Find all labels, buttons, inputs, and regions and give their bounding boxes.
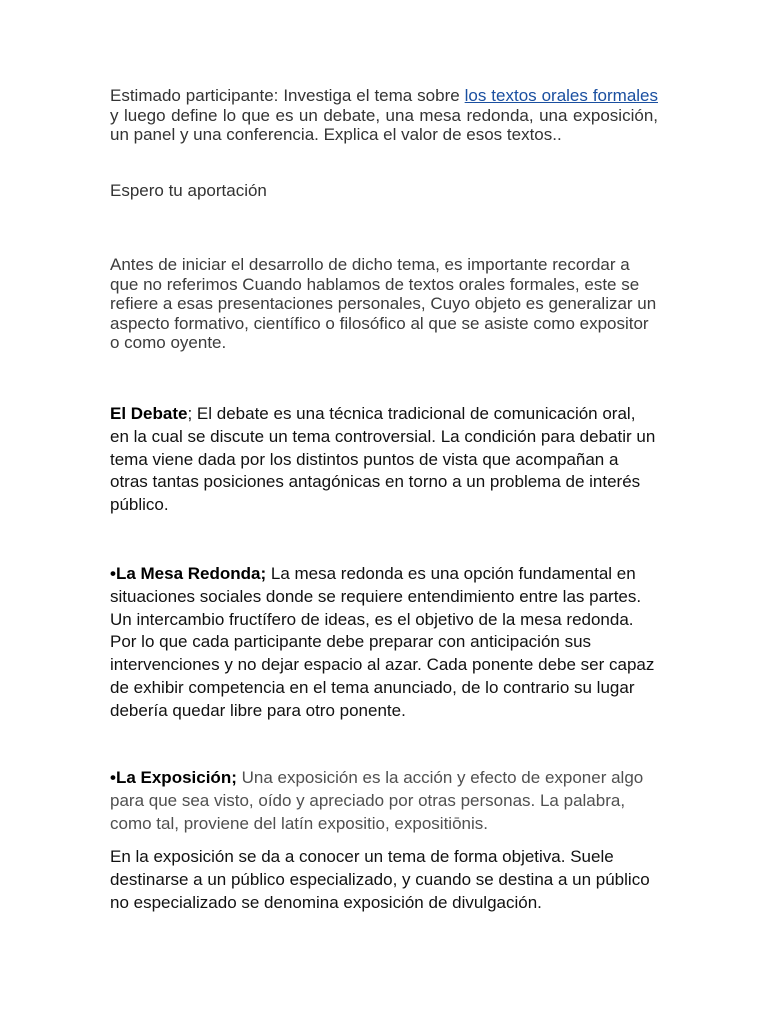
mesa-bullet: •	[110, 564, 116, 583]
exposicion-bullet: •	[110, 768, 116, 787]
mesa-paragraph	[110, 563, 658, 723]
mesa-heading: La Mesa Redonda;	[115, 564, 267, 583]
exposicion-paragraph	[110, 767, 658, 835]
exposicion-paragraph-2: En la exposición se da a conocer un tema de forma objetiva. Suele destinarse a un público especializado, y cuando se destina a un público no especializado se denomina exposición de divulgación.	[110, 847, 650, 912]
request-line: Espero tu aportación	[110, 181, 267, 200]
antes-paragraph: Antes de iniciar el desarrollo de dicho tema, es importante recordar a que no referimos Cuando hablamos de textos orales formales, este se refiere a esas presentaciones personales, Cuyo objeto es generalizar un aspecto formativo, científico o filosófico al que se asiste como expositor o como oyente.	[110, 255, 657, 352]
exposicion-heading: La Exposición;	[115, 768, 237, 787]
debate-text: ; El debate es una técnica tradicional de comunicación oral, en la cual se discute un tema controversial. La condición para debatir un tema viene dada por los distintos puntos de vista que acompañan a otras tantas posiciones antagónicas en torno a un problema de interés público.	[110, 404, 656, 515]
textos-orales-link[interactable]: los textos orales formales	[464, 86, 658, 105]
intro-text-before: Estimado participante: Investiga el tema sobre	[110, 86, 465, 105]
mesa-text: La mesa redonda es una opción fundamental en situaciones sociales donde se requiere entendimiento entre las partes. Un intercambio fructífero de ideas, es el objetivo de la mesa redonda. Por lo que cada participante debe preparar con anticipación sus intervenciones y no dejar espacio al azar. Cada ponente debe ser capaz de exhibir competencia en el tema anunciado, de lo contrario su lugar debería quedar libre para otro ponente.	[110, 564, 655, 720]
debate-paragraph	[110, 403, 658, 517]
exposicion-text: Una exposición es la acción y efecto de exponer algo para que sea visto, oído y apreciado por otras personas. La palabra, como tal, proviene del latín expositio, expositiōnis.	[110, 768, 644, 833]
intro-paragraph	[110, 86, 658, 145]
intro-text-after: y luego define lo que es un debate, una mesa redonda, una exposición, un panel y una conferencia. Explica el valor de esos textos..	[110, 105, 658, 144]
debate-heading: El Debate	[110, 404, 188, 423]
